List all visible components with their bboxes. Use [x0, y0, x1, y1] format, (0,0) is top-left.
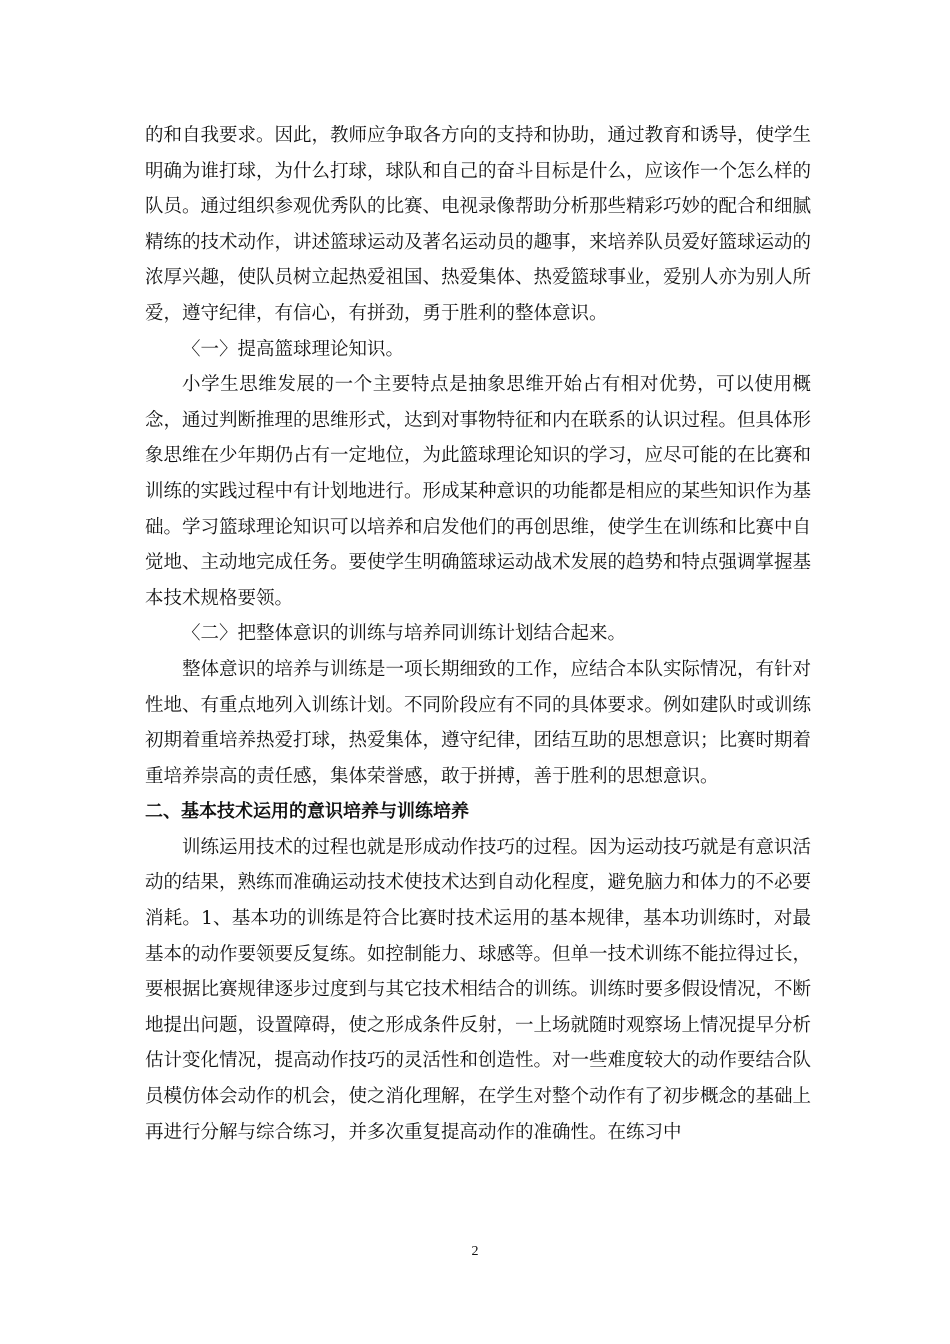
- subheading-training-plan: 〈二〉把整体意识的训练与培养同训练计划结合起来。: [182, 623, 627, 645]
- paragraph-intro-continued: 的和自我要求。因此，教师应争取各方向的支持和协助，通过教育和诱导，使学生明确为谁打球，为什么打球，球队和自己的奋斗目标是什么，应该作一个怎么样的队员。通过组织参观优秀队的比赛、电视录像帮助分析那些精彩巧妙的配合和细腻精练的技术动作，讲述篮球运动及著名运动员的趣事，来培养队员爱好篮球运动的浓厚兴趣，使队员树立起热爱祖国、热爱集体、热爱篮球事业，爱别人亦为别人所爱，遵守纪律，有信心，有拼劲，勇于胜利的整体意识。: [145, 125, 812, 324]
- subheading-theory-knowledge: 〈一〉提高篮球理论知识。: [182, 338, 405, 360]
- paragraph-training-plan: 整体意识的培养与训练是一项长期细致的工作，应结合本队实际情况，有针对性地、有重点地列入训练计划。不同阶段应有不同的具体要求。例如建队时或训练初期着重培养热爱打球，热爱集体，遵守纪律，团结互助的思想意识；比赛时期着重培养崇高的责任感，集体荣誉感，敢于拼搏，善于胜利的思想意识。: [145, 658, 812, 787]
- body-text: [145, 118, 811, 1150]
- paragraph-basic-technique: 训练运用技术的过程也就是形成动作技巧的过程。因为运动技巧就是有意识活动的结果，熟练而准确运动技术使技术达到自动化程度，避免脑力和体力的不必要消耗。1、基本功的训练是符合比赛时技术运用的基本规律，基本功训练时，对最基本的动作要领要反复练。如控制能力、球感等。但单一技术训练不能拉得过长，要根据比赛规律逐步过度到与其它技术相结合的训练。训练时要多假设情况，不断地提出问题，设置障碍，使之形成条件反射，一上场就随时观察场上情况提早分析估计变化情况，提高动作技巧的灵活性和创造性。对一些难度较大的动作要结合队员模仿体会动作的机会，使之消化理解，在学生对整个动作有了初步概念的基础上再进行分解与综合练习，并多次重复提高动作的准确性。在练习中: [145, 836, 812, 1143]
- section-heading-basic-technique: 二、基本技术运用的意识培养与训练培养: [145, 801, 469, 823]
- page-number: 2: [471, 1244, 479, 1259]
- paragraph-theory-knowledge: 小学生思维发展的一个主要特点是抽象思维开始占有相对优势，可以使用概念，通过判断推理的思维形式，达到对事物特征和内在联系的认识过程。但具体形象思维在少年期仍占有一定地位，为此篮球理论知识的学习，应尽可能的在比赛和训练的实践过程中有计划地进行。形成某种意识的功能都是相应的某些知识作为基础。学习篮球理论知识可以培养和启发他们的再创思维，使学生在训练和比赛中自觉地、主动地完成任务。要使学生明确篮球运动战术发展的趋势和特点强调掌握基本技术规格要领。: [145, 374, 812, 609]
